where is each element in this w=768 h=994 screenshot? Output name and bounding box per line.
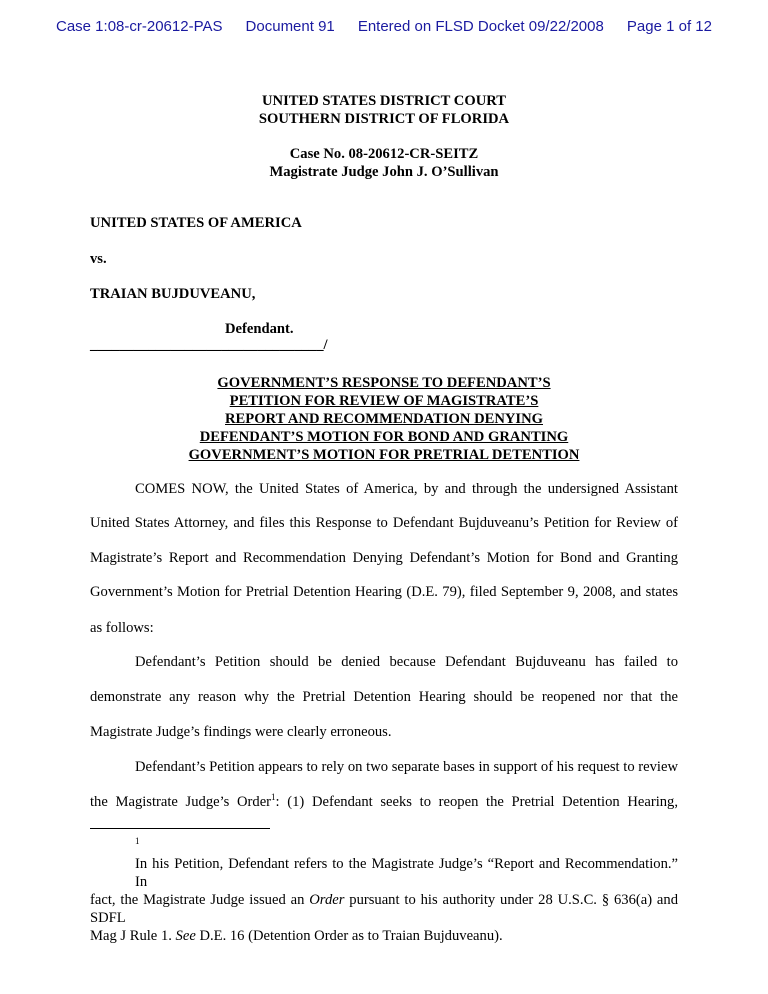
stamp-document-number: Document 91 xyxy=(245,18,335,35)
footnote-line xyxy=(90,891,678,927)
footnote-text-part: pursuant to his authority under 28 U.S.C. § 636(a) and SDFL xyxy=(90,892,679,926)
magistrate-judge: Magistrate Judge John J. O’Sullivan xyxy=(269,164,499,180)
stamp-page-number: Page 1 of 12 xyxy=(626,18,712,35)
footnote-text xyxy=(90,855,678,945)
versus: vs. xyxy=(90,251,107,267)
title-line: GOVERNMENT’S MOTION FOR PRETRIAL DETENTION xyxy=(188,447,580,463)
footnote-mark: 1 xyxy=(135,836,140,846)
body-line: Defendant’s Petition should be denied because Defendant Bujduveanu has failed to xyxy=(135,654,678,670)
case-info xyxy=(0,145,768,181)
docket-header-stamp xyxy=(56,18,712,35)
body-line: COMES NOW, the United States of America, by and through the undersigned Assistant xyxy=(135,481,678,497)
footnote-line xyxy=(90,927,678,945)
title-line: PETITION FOR REVIEW OF MAGISTRATE’S xyxy=(229,393,539,409)
title-line: REPORT AND RECOMMENDATION DENYING xyxy=(225,411,543,427)
footnote-line: In his Petition, Defendant refers to the Magistrate Judge’s “Report and Recommendation.” In xyxy=(135,856,678,890)
footnote-text-part: fact, the Magistrate Judge issued an xyxy=(90,892,310,908)
caption-slash-line: ________________________________/ xyxy=(90,337,328,353)
body-line xyxy=(90,794,678,811)
body-line: United States Attorney, and files this Response to Defendant Bujduveanu’s Petition for Review of xyxy=(90,515,678,531)
court-name: UNITED STATES DISTRICT COURT xyxy=(261,93,506,109)
body-text: the Magistrate Judge’s Order xyxy=(90,794,272,810)
footnote-rule xyxy=(90,828,270,829)
body-line: as follows: xyxy=(90,620,154,636)
footnote-reference: 1 xyxy=(271,792,276,803)
court-heading xyxy=(0,92,768,128)
court-district: SOUTHERN DISTRICT OF FLORIDA xyxy=(258,111,510,127)
footnote-text-part: D.E. 16 (Detention Order as to Traian Bujduveanu). xyxy=(195,928,503,944)
body-line: Defendant’s Petition appears to rely on two separate bases in support of his request to review xyxy=(135,759,678,775)
body-line: demonstrate any reason why the Pretrial Detention Hearing should be reopened nor that the xyxy=(90,689,678,705)
stamp-entered-date: Entered on FLSD Docket 09/22/2008 xyxy=(357,18,604,35)
stamp-case-number: Case 1:08-cr-20612-PAS xyxy=(56,18,223,35)
footnote-italic: See xyxy=(175,928,196,944)
body-line: Magistrate’s Report and Recommendation Denying Defendant’s Motion for Bond and Granting xyxy=(90,550,678,566)
case-number: Case No. 08-20612-CR-SEITZ xyxy=(289,146,479,162)
defendant-label: Defendant. xyxy=(225,321,294,337)
body-text: : (1) Defendant seeks to reopen the Pretrial Detention Hearing, xyxy=(275,794,678,810)
body-line: Magistrate Judge’s findings were clearly erroneous. xyxy=(90,724,392,740)
footnote-text-part: Mag J Rule 1. xyxy=(90,928,176,944)
defendant-name: TRAIAN BUJDUVEANU, xyxy=(90,286,256,302)
body-line: Government’s Motion for Pretrial Detention Hearing (D.E. 79), filed September 9, 2008, and states xyxy=(90,584,678,600)
title-line: DEFENDANT’S MOTION FOR BOND AND GRANTING xyxy=(199,429,569,445)
footnote-italic: Order xyxy=(309,892,345,908)
plaintiff-name: UNITED STATES OF AMERICA xyxy=(90,215,302,231)
title-line: GOVERNMENT’S RESPONSE TO DEFENDANT’S xyxy=(217,375,551,391)
document-title xyxy=(0,374,768,464)
